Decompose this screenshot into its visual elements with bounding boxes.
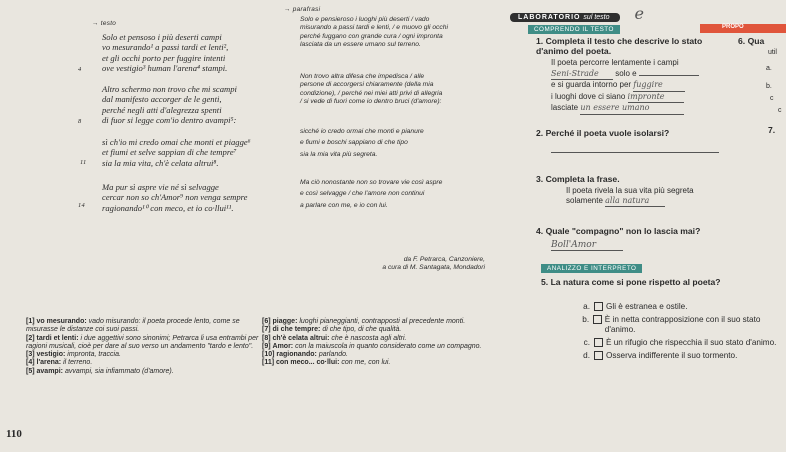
fill-blank-field[interactable]: un essere umano	[580, 103, 684, 115]
arrow-right-icon: →	[284, 6, 293, 13]
analizzo-banner: ANALIZZO E INTERPRETO	[541, 264, 642, 273]
note-item: [9] Amor: con la maiuscola in quanto considerato come un compagno.	[262, 342, 482, 350]
comprendo-banner: COMPRENDO IL TESTO	[528, 25, 620, 34]
question-5: 5. La natura come si pone rispetto al poeta?	[541, 277, 721, 287]
arrow-right-icon: →	[92, 20, 101, 27]
fill-blank-field[interactable]: Seni-Strade	[551, 69, 613, 81]
poem-line: et gli occhi porto per fuggire intenti	[102, 52, 226, 63]
fill-blank-field[interactable]: impronte	[628, 92, 684, 104]
note-item: [1] vo mesurando: vado misurando: il poeta procede lento, come se misurasse le distanze coi suoi passi.	[26, 318, 240, 334]
checkbox[interactable]	[593, 315, 602, 324]
poem-stanza-3	[102, 137, 280, 168]
note-item: [2] tardi et lenti: i due aggettivi sono sinonimi; Petrarca li usa entrambi per ragioni musicali, cioè per dare al suo verso un andamento "tardo e lento".	[26, 334, 259, 350]
laboratorio-header: LABORATORIO sul testo e	[510, 4, 644, 24]
option-letter: a.	[766, 65, 772, 72]
poem-line: Ma pur sì aspre vie né sì selvagge	[102, 182, 219, 192]
fill-blank-field[interactable]: fuggire	[633, 80, 685, 92]
answer-line[interactable]: Boll'Amor	[551, 240, 623, 251]
poem-line: Solo et pensoso i più deserti campi	[102, 32, 222, 42]
poem-stanza-4	[102, 182, 280, 213]
question-6-text: util	[768, 49, 777, 56]
poem-line: cercar non so ch'Amor⁹ non venga sempre	[102, 192, 248, 203]
question-1-body: Il poeta percorre lentamente i campi Seni-Strade solo e e si guarda intorno per fuggire i luoghi dove ci siano impronte lasciate un essere umano	[551, 58, 719, 115]
note-item: [3] vestigio: impronta, traccia.	[26, 351, 121, 359]
note-item: [5] avampi: avvampi, sia infiammato (d'amore).	[26, 367, 174, 375]
question-1: 1. Completa il testo che descrive lo stato d'animo del poeta.	[536, 36, 703, 57]
checkbox[interactable]	[594, 338, 603, 347]
note-item: [10] ragionando: parlando.	[262, 351, 349, 359]
note-item: [7] di che tempre: di che tipo, di che qualità.	[262, 326, 402, 334]
source-citation: da F. Petrarca, Canzoniere, a cura di M. Santagata, Mondadori	[382, 256, 485, 272]
question-6-partial: 6. Qua	[738, 36, 765, 46]
option-letter: b.	[766, 83, 772, 90]
poem-stanza-2	[102, 84, 280, 126]
note-item: [6] piagge: luoghi pianeggianti, contrapposti al precedente monti.	[262, 318, 466, 325]
question-2: 2. Perché il poeta vuole isolarsi?	[536, 128, 670, 138]
parafrasi-block-2: Non trovo altra difesa che impedisca / alle persone di accorgersi chiaramente (della mia condizione), / perché nei miei atti privi di allegria / si vede di fuori come io dentro bruci (d'amore):	[300, 73, 443, 106]
fill-blank-field[interactable]	[639, 75, 699, 76]
question-5-options	[582, 302, 784, 361]
notes-right	[262, 318, 510, 368]
line-number: 11	[80, 159, 87, 166]
poem-line: ragionando¹⁰ con meco, et io co·llui¹¹.	[102, 202, 234, 213]
propongo-banner: PROPO	[700, 24, 786, 33]
question-3: 3. Completa la frase.	[536, 174, 620, 184]
poem-line: perché negli atti d'alegrezza spenti	[102, 104, 222, 115]
poem-line: sia la mia vita, ch'è celata altrui⁸.	[102, 157, 219, 168]
answer-line[interactable]	[551, 152, 719, 153]
poem-line: di fuor si legge com'io dentro avampi⁵:	[102, 115, 237, 126]
line-number: 8	[78, 118, 82, 125]
poem-stanza-1	[102, 32, 280, 74]
question-7-number: 7.	[768, 125, 776, 135]
handwritten-mark: e	[634, 4, 644, 23]
poem-line: dal manifesto accorger de le genti,	[102, 94, 222, 105]
poem-line: vo mesurando¹ a passi tardi et lenti²,	[102, 42, 229, 53]
question-4: 4. Quale "compagno" non lo lascia mai?	[536, 226, 701, 236]
note-item: [4] l'arena: il terreno.	[26, 359, 93, 367]
fill-blank-field[interactable]: alla natura	[605, 196, 665, 207]
parafrasi-block-3: sicché io credo ormai che monti e pianure e fiumi e boschi sappiano di che tipo sia la mia vita più segreta.	[300, 128, 424, 158]
option-c: c. È un rifugio che rispecchia il suo stato d'animo.	[583, 338, 777, 347]
poem-line: ove vestigio³ human l'arena⁴ stampi.	[102, 63, 228, 74]
option-d: d. Osserva indifferente il suo tormento.	[583, 351, 738, 360]
parafrasi-block-1: Solo e pensieroso i luoghi più deserti / vado misurando a passi tardi e lenti, / e muovo gli occhi perché fuggano con grande cura / ogni impronta lasciata da un essere umano sul terreno.	[300, 16, 448, 49]
line-number: 14	[78, 202, 85, 209]
note-item: [8] ch'è celata altrui: che è nascosta agli altri.	[262, 334, 407, 342]
question-3-body: Il poeta rivela la sua vita più segreta solamente alla natura	[566, 186, 694, 205]
notes-left	[26, 318, 266, 376]
parafrasi-label: → parafrasi	[284, 6, 321, 13]
checkbox[interactable]	[594, 351, 603, 360]
option-a: a. Gli è estranea e ostile.	[583, 302, 688, 311]
page-number: 110	[6, 428, 22, 440]
parafrasi-block-4: Ma ciò nonostante non so trovare vie così aspre e così selvagge / che l'amore non continui a parlare con me, e io con lui.	[300, 179, 443, 209]
option-b: b. È in netta contrapposizione con il suo stato d'animo.	[582, 315, 761, 334]
option-letter: c	[778, 107, 782, 114]
poem-line: et fiumi et selve sappian di che tempre⁷	[102, 147, 237, 158]
option-letter: c	[770, 95, 774, 102]
line-number: 4	[78, 66, 82, 73]
testo-label: → testo	[92, 20, 117, 27]
checkbox[interactable]	[594, 302, 603, 311]
note-item: [11] con meco... co·llui: con me, con lui.	[262, 359, 391, 367]
poem-line: Altro schermo non trovo che mi scampi	[102, 84, 237, 94]
poem-line: sì ch'io mi credo omai che monti et piagge⁶	[102, 137, 251, 147]
